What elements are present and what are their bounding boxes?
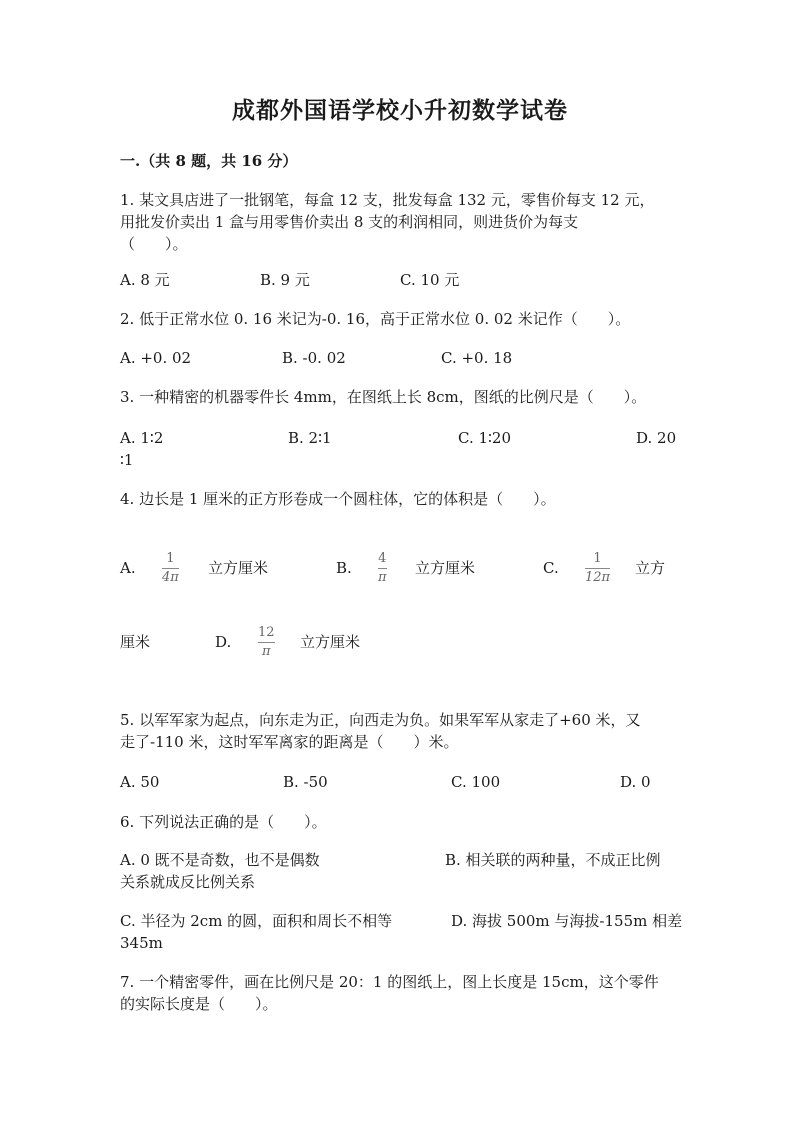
option-c[interactable]: C. +0. 18 xyxy=(441,349,513,367)
question-text-line: 4. 边长是 1 厘米的正方形卷成一个圆柱体，它的体积是（ ）。 xyxy=(120,490,556,508)
option-c[interactable]: C. 100 xyxy=(451,773,501,791)
option-c-label[interactable]: C. xyxy=(543,559,559,577)
option-a[interactable]: A. 50 xyxy=(120,773,160,791)
option-c[interactable]: C. 半径为 2cm 的圆，面积和周长不相等 xyxy=(120,912,393,930)
question-text-line: 2. 低于正常水位 0. 16 米记为-0. 16，高于正常水位 0. 02 米记作（ ）。 xyxy=(120,310,631,328)
fraction-denominator: 4π xyxy=(162,570,179,585)
fraction-denominator: π xyxy=(262,644,271,659)
option-a-unit: 立方厘米 xyxy=(208,559,269,577)
fraction-bar xyxy=(585,568,610,569)
question-text-line: 6. 下列说法正确的是（ ）。 xyxy=(120,813,327,831)
question-text-line: 7. 一个精密零件，画在比例尺是 20：1 的图纸上，图上长度是 15cm，这个零件 xyxy=(120,973,659,991)
option-b-label[interactable]: B. xyxy=(336,559,352,577)
fraction-numerator: 4 xyxy=(378,551,387,566)
option-a[interactable]: A. 1∶2 xyxy=(120,429,164,447)
fraction-bar xyxy=(378,568,387,569)
option-d-fraction xyxy=(258,625,275,660)
fraction-bar xyxy=(258,642,275,643)
option-d[interactable]: D. 20 xyxy=(636,429,677,447)
question-text-line: 3. 一种精密的机器零件长 4mm，在图纸上长 8cm，图纸的比例尺是（ ）。 xyxy=(120,388,647,406)
option-b[interactable]: B. -0. 02 xyxy=(282,349,346,367)
option-b-fraction xyxy=(378,551,387,586)
question-text-line: 5. 以军军家为起点，向东走为正，向西走为负。如果军军从家走了+60 米，又 xyxy=(120,711,641,729)
option-c[interactable]: C. 1∶20 xyxy=(458,429,512,447)
option-b[interactable]: B. 相关联的两种量，不成正比例 xyxy=(445,851,661,869)
question-text-line: （ ）。 xyxy=(120,235,188,253)
option-c-fraction xyxy=(585,551,610,586)
option-d-wrap: ∶1 xyxy=(120,451,134,469)
option-a[interactable]: A. +0. 02 xyxy=(120,349,192,367)
question-text-line: 的实际长度是（ ）。 xyxy=(120,995,278,1013)
option-c-unit: 立方 xyxy=(635,559,666,577)
option-c[interactable]: C. 10 元 xyxy=(400,271,460,289)
fraction-numerator: 1 xyxy=(593,551,602,566)
option-b[interactable]: B. 2∶1 xyxy=(288,429,332,447)
option-b-unit: 立方厘米 xyxy=(415,559,476,577)
fraction-denominator: π xyxy=(378,570,387,585)
option-d-wrap: 345m xyxy=(120,934,163,952)
fraction-numerator: 12 xyxy=(258,625,275,640)
option-a[interactable]: A. 0 既不是奇数，也不是偶数 xyxy=(120,851,320,869)
question-text-line: 用批发价卖出 1 盒与用零售价卖出 8 支的利润相同，则进货价为每支 xyxy=(120,213,579,231)
option-d-unit: 立方厘米 xyxy=(300,633,361,651)
option-d[interactable]: D. 0 xyxy=(620,773,651,791)
option-c-unit-wrap: 厘米 xyxy=(120,633,151,651)
section-heading: 一.（共 8 题，共 16 分） xyxy=(120,152,298,170)
question-text-line: 1. 某文具店进了一批钢笔，每盒 12 支，批发每盒 132 元，零售价每支 12 元， xyxy=(120,191,655,209)
option-a[interactable]: A. 8 元 xyxy=(120,271,170,289)
option-d[interactable]: D. 海拔 500m 与海拔-155m 相差 xyxy=(451,912,683,930)
fraction-numerator: 1 xyxy=(166,551,175,566)
option-b[interactable]: B. 9 元 xyxy=(260,271,310,289)
option-a-label[interactable]: A. xyxy=(120,559,136,577)
option-b-wrap: 关系就成反比例关系 xyxy=(120,873,256,891)
page-title: 成都外国语学校小升初数学试卷 xyxy=(232,97,568,124)
fraction-denominator: 12π xyxy=(585,570,611,585)
option-a-fraction xyxy=(162,551,179,586)
option-d-label[interactable]: D. xyxy=(215,633,232,651)
question-text-line: 走了-110 米，这时军军离家的距离是（ ）米。 xyxy=(120,733,459,751)
fraction-bar xyxy=(162,568,179,569)
option-b[interactable]: B. -50 xyxy=(283,773,328,791)
